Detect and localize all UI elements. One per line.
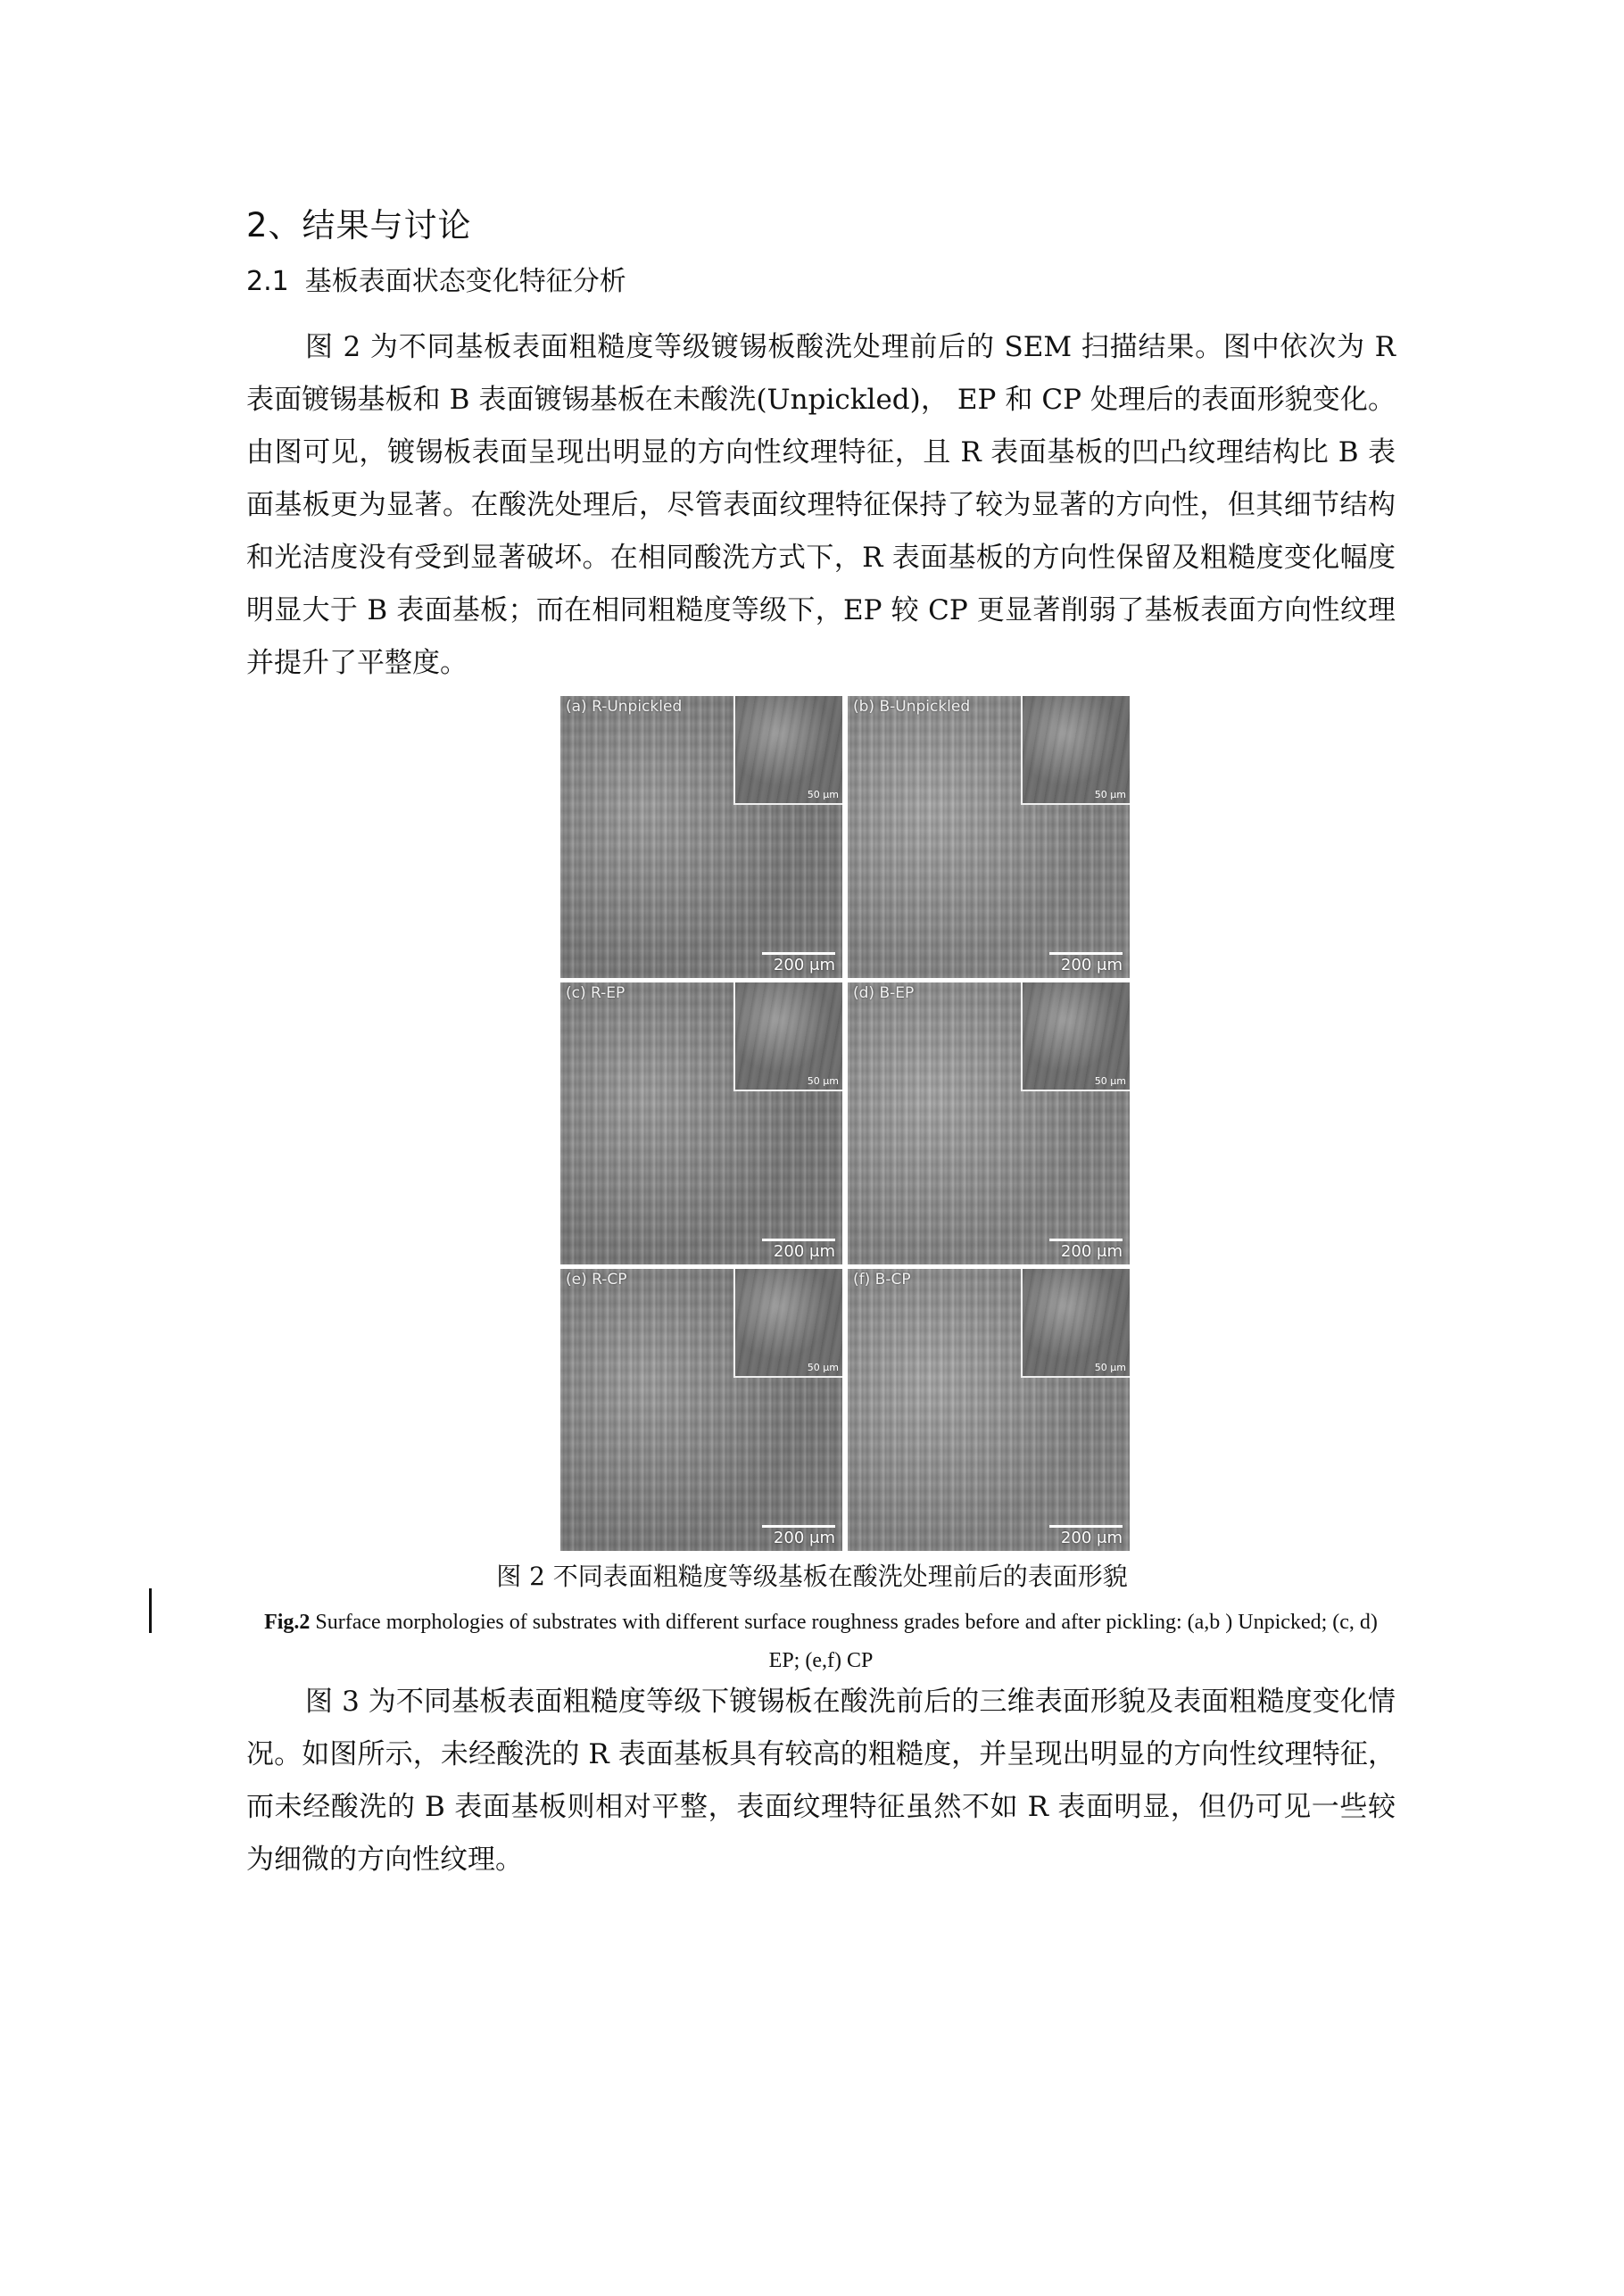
inset-scale-label: 50 μm bbox=[807, 1075, 839, 1087]
subsection-title: 基板表面状态变化特征分析 bbox=[304, 266, 626, 297]
paragraph-1: 图 2 为不同基板表面粗糙度等级镀锡板酸洗处理前后的 SEM 扫描结果。图中依次为 R 表面镀锡基板和 B 表面镀锡基板在未酸洗(Unpickled)， EP 和 CP 处理后的表面形貌变化。由图可见，镀锡板表面呈现出明显的方向性纹理特征，且 R 表面基板的凹凸纹理结构比 B 表面基板更为显著。在酸洗处理后，尽管表面纹理特征保持了较为显著的方向性，但其细节结构和光洁度没有受到显著破坏。在相同酸洗方式下，R 表面基板的方向性保留及粗糙度变化幅度明显大于 B 表面基板；而在相同粗糙度等级下，EP 较 CP 更显著削弱了基板表面方向性纹理并提升了平整度。 bbox=[246, 331, 1396, 679]
inset-scale-label: 50 μm bbox=[1094, 789, 1126, 800]
section-heading: 2、结果与讨论 bbox=[246, 206, 472, 245]
sem-inset-e bbox=[733, 1269, 842, 1378]
panel-label: (b) B-Unpickled bbox=[853, 698, 971, 716]
inset-scale-label: 50 μm bbox=[1094, 1075, 1126, 1087]
scale-label: 200 μm bbox=[1060, 1242, 1123, 1261]
inset-scale-label: 50 μm bbox=[1094, 1362, 1126, 1373]
panel-label: (d) B-EP bbox=[853, 984, 915, 1002]
figure-caption-en bbox=[246, 1604, 1396, 1680]
sem-panel-f bbox=[848, 1269, 1130, 1551]
scale-bar bbox=[762, 952, 835, 955]
scale-bar bbox=[762, 1239, 835, 1241]
scale-label: 200 μm bbox=[1060, 1529, 1123, 1547]
inset-scale-label: 50 μm bbox=[807, 1362, 839, 1373]
sem-inset-d bbox=[1021, 982, 1130, 1091]
sem-panel-b bbox=[848, 696, 1130, 978]
subsection-number: 2.1 bbox=[246, 266, 289, 297]
sem-figure bbox=[560, 696, 1130, 1551]
scale-label: 200 μm bbox=[773, 956, 835, 974]
scale-bar bbox=[1049, 1239, 1123, 1241]
panel-label: (f) B-CP bbox=[853, 1271, 911, 1289]
figure-caption-text: Surface morphologies of substrates with different surface roughness grades before and after pickling: (a,b ) Unpicked; (c, d) EP; (e,f) CP bbox=[310, 1611, 1378, 1672]
figure-caption-label: Fig.2 bbox=[264, 1611, 311, 1634]
scale-bar bbox=[1049, 1525, 1123, 1528]
panel-label: (e) R-CP bbox=[566, 1271, 627, 1289]
paragraph-2: 图 3 为不同基板表面粗糙度等级下镀锡板在酸洗前后的三维表面形貌及表面粗糙度变化情况。如图所示，未经酸洗的 R 表面基板具有较高的粗糙度，并呈现出明显的方向性纹理特征，而未经酸洗的 B 表面基板则相对平整，表面纹理特征虽然不如 R 表面明显，但仍可见一些较为细微的方向性纹理。 bbox=[246, 1686, 1396, 1876]
sem-inset-f bbox=[1021, 1269, 1130, 1378]
sem-inset-c bbox=[733, 982, 842, 1091]
sem-panel-e bbox=[560, 1269, 842, 1551]
sem-panel-d bbox=[848, 982, 1130, 1264]
sem-panel-c bbox=[560, 982, 842, 1264]
sem-inset-b bbox=[1021, 696, 1130, 805]
scale-label: 200 μm bbox=[773, 1529, 835, 1547]
sem-inset-a bbox=[733, 696, 842, 805]
scale-label: 200 μm bbox=[773, 1242, 835, 1261]
panel-label: (c) R-EP bbox=[566, 984, 626, 1002]
sem-panel-a bbox=[560, 696, 842, 978]
change-bar bbox=[149, 1588, 152, 1633]
scale-bar bbox=[762, 1525, 835, 1528]
figure-caption-cn: 图 2 不同表面粗糙度等级基板在酸洗处理前后的表面形貌 bbox=[496, 1562, 1128, 1591]
scale-label: 200 μm bbox=[1060, 956, 1123, 974]
inset-scale-label: 50 μm bbox=[807, 789, 839, 800]
subsection-heading bbox=[246, 259, 626, 298]
panel-label: (a) R-Unpickled bbox=[566, 698, 683, 716]
scale-bar bbox=[1049, 952, 1123, 955]
